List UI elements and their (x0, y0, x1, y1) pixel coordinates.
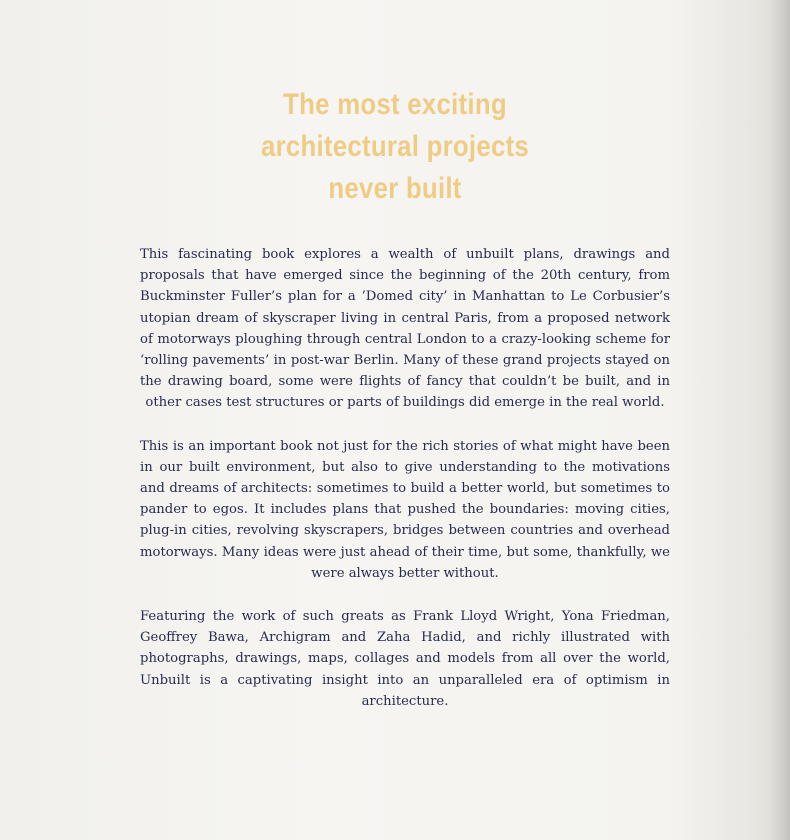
blurb-paragraph-1: This fascinating book explores a wealth of unbuilt plans, drawings and proposals that have emerged since the beginning of the 20th century, from Buckminster Fuller’s plan for a ’Domed city’ in Manhattan to Le Corbusier’s utopian dream of skyscraper living in central Paris, from a proposed network of motorways ploughing through central London to a crazy-looking scheme for ‘rolling pavements’ in post-war Berlin. Many of these grand projects stayed on the drawing board, some were flights of fancy that couldn’t be built, and in other cases test structures or parts of buildings did emerge in the real world. (140, 247, 670, 411)
blurb (140, 244, 670, 734)
headline-line-1: The most exciting (283, 88, 507, 121)
headline (55, 84, 734, 210)
blurb-paragraph-3: Featuring the work of such greats as Frank Lloyd Wright, Yona Friedman, Geoffrey Bawa, Archigram and Zaha Hadid, and richly illustrated with photographs, drawings, maps, collages and models from all over the world, Unbuilt is a captivating insight into an unparalleled era of optimism in architecture. (140, 609, 670, 709)
blurb-paragraph-2: This is an important book not just for the rich stories of what might have been in our built environment, but also to give understanding to the motivations and dreams of architects: sometimes to build a better world, but sometimes to pander to egos. It includes plans that pushed the boundaries: moving cities, plug-in cities, revolving skyscrapers, bridges between countries and overhead motorways. Many ideas were just ahead of their time, but some, thankfully, we were always better without. (140, 438, 670, 581)
headline-line-2: architectural projects (260, 130, 530, 163)
cover-edge-shadow (768, 0, 790, 840)
headline-line-3: never built (328, 172, 462, 205)
